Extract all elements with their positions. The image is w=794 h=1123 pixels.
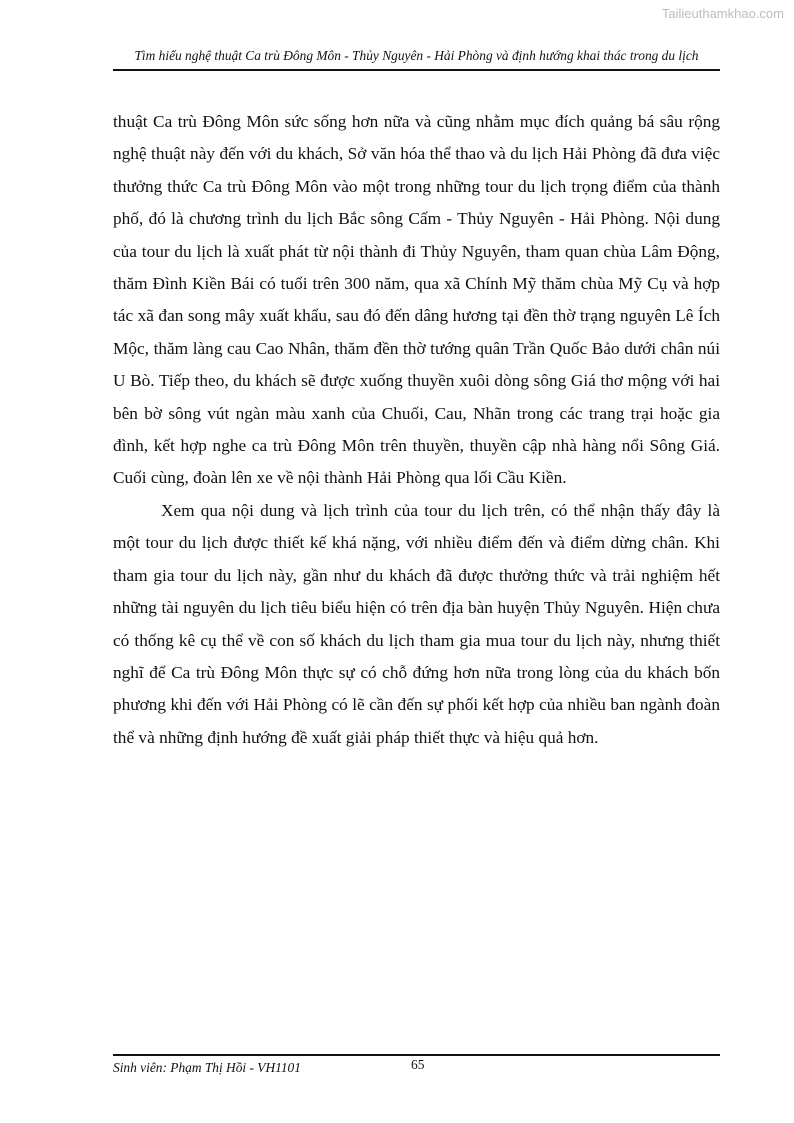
header-rule bbox=[113, 69, 720, 71]
watermark: Tailieuthamkhao.com bbox=[661, 6, 784, 21]
paragraph-2: Xem qua nội dung và lịch trình của tour du lịch trên, có thể nhận thấy đây là một tour du lịch được thiết kế khá nặng, với nhiều điểm đến và điểm dừng chân. Khi tham gia tour du lịch này, gần như du khách đã được thưởng thức và trải nghiệm hết những tài nguyên du lịch tiêu biểu hiện có trên địa bàn huyện Thủy Nguyên. Hiện chưa có thống kê cụ thể về con số khách du lịch tham gia mua tour du lịch này, nhưng thiết nghĩ để Ca trù Đông Môn thực sự có chỗ đứng hơn nữa trong lòng của du khách bốn phương khi đến với Hải Phòng có lẽ cần đến sự phối kết hợp của nhiều ban ngành đoàn thể và những định hướng đề xuất giải pháp thiết thực và hiệu quả hơn. bbox=[113, 500, 720, 747]
body-text bbox=[113, 106, 720, 754]
footer-rule bbox=[113, 1054, 720, 1056]
footer-author: Sinh viên: Phạm Thị Hồi - VH1101 bbox=[113, 1060, 301, 1075]
paragraph-1: thuật Ca trù Đông Môn sức sống hơn nữa và cũng nhằm mục đích quảng bá sâu rộng nghệ thuật này đến với du khách, Sở văn hóa thể thao và du lịch Hải Phòng đã đưa việc thưởng thức Ca trù Đông Môn vào một trong những tour du lịch trọng điểm của thành phố, đó là chương trình du lịch Bắc sông Cấm - Thủy Nguyên - Hải Phòng. Nội dung của tour du lịch là xuất phát từ nội thành đi Thủy Nguyên, tham quan chùa Lâm Động, thăm Đình Kiền Bái có tuổi trên 300 năm, qua xã Chính Mỹ thăm chùa Mỹ Cụ và hợp tác xã đan song mây xuất khẩu, sau đó đến dâng hương tại đền thờ trạng nguyên Lê Ích Mộc, thăm làng cau Cao Nhân, thăm đền thờ tướng quân Trần Quốc Bảo dưới chân núi U Bò. Tiếp theo, du khách sẽ được xuống thuyền xuôi dòng sông Giá thơ mộng với hai bên bờ sông vút ngàn màu xanh của Chuối, Cau, Nhãn trong các trang trại hoặc gia đình, kết hợp nghe ca trù Đông Môn trên thuyền, thuyền cập nhà hàng nổi Sông Giá. Cuối cùng, đoàn lên xe về nội thành Hải Phòng qua lối Cầu Kiền. bbox=[113, 112, 720, 488]
page-number: 65 bbox=[411, 1057, 425, 1072]
running-header: Tìm hiểu nghệ thuật Ca trù Đông Môn - Thủy Nguyên - Hải Phòng và định hướng khai thác trong du lịch bbox=[134, 48, 699, 63]
